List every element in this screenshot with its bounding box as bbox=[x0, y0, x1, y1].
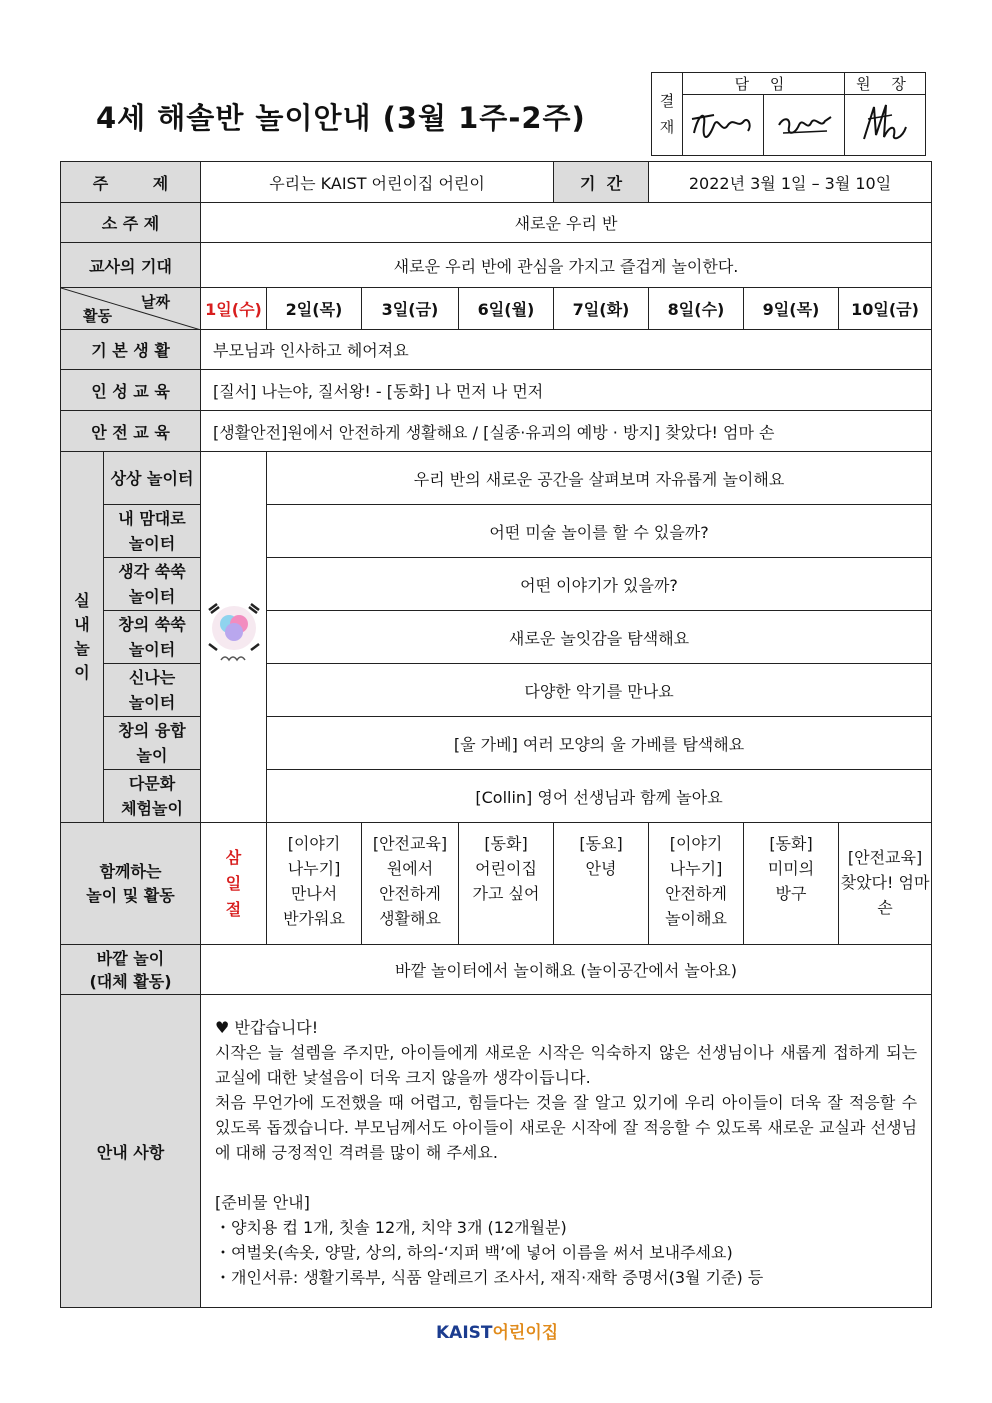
subtheme-value: 새로운 우리 반 bbox=[201, 203, 932, 243]
period-label: 기 간 bbox=[554, 162, 649, 203]
notice-greeting: ♥ 반갑습니다! bbox=[215, 1018, 319, 1037]
indoor-activity: 어떤 미술 놀이를 할 수 있을까? bbox=[267, 505, 932, 558]
indoor-area-label: 내 맘대로 놀이터 bbox=[104, 505, 201, 558]
indoor-area-label: 다문화 체험놀이 bbox=[104, 770, 201, 823]
day-header: 7일(화) bbox=[554, 288, 649, 330]
indoor-area-label: 창의 융합 놀이 bbox=[104, 717, 201, 770]
day-header: 10일(금) bbox=[839, 288, 932, 330]
plan-table bbox=[60, 161, 932, 1308]
kaist-daycare-logo bbox=[436, 1318, 558, 1343]
indoor-activity: 우리 반의 새로운 공간을 살펴보며 자유롭게 놀이해요 bbox=[267, 452, 932, 505]
day-header: 2일(목) bbox=[267, 288, 362, 330]
day-header: 9일(목) bbox=[744, 288, 839, 330]
logo-kaist: KAIST bbox=[436, 1323, 493, 1343]
day-header: 8일(수) bbox=[649, 288, 744, 330]
day-header: 6일(월) bbox=[459, 288, 554, 330]
indoor-area-label: 신나는 놀이터 bbox=[104, 664, 201, 717]
approval-label: 결 재 bbox=[652, 73, 683, 156]
notice-content bbox=[201, 995, 932, 1308]
period-value: 2022년 3월 1일 – 3월 10일 bbox=[649, 162, 932, 203]
subtheme-label: 소 주 제 bbox=[61, 203, 201, 243]
outdoor-value: 바깥 놀이터에서 놀이해요 (놀이공간에서 놀아요) bbox=[201, 945, 932, 995]
director-signature bbox=[845, 95, 926, 156]
homeroom-header: 담 임 bbox=[683, 73, 845, 95]
supplies-title: [준비물 안내] bbox=[215, 1193, 310, 1212]
character-label: 인 성 교 육 bbox=[61, 370, 201, 411]
notice-label: 안내 사항 bbox=[61, 995, 201, 1308]
date-label: 날짜 bbox=[141, 293, 171, 311]
indoor-play-label: 실 내 놀 이 bbox=[61, 452, 104, 823]
holiday-samiljeol: 삼 일 절 bbox=[201, 823, 267, 945]
basic-life-label: 기 본 생 활 bbox=[61, 330, 201, 370]
indoor-activity: 어떤 이야기가 있을까? bbox=[267, 558, 932, 611]
together-activity: [동화] 어린이집 가고 싶어 bbox=[459, 823, 554, 945]
basic-life-value: 부모님과 인사하고 헤어져요 bbox=[201, 330, 932, 370]
theme-label: 주 제 bbox=[61, 162, 201, 203]
notice-paragraph: 시작은 늘 설렘을 주지만, 아이들에게 새로운 시작은 익숙하지 않은 선생님이나 새롭게 접하게 되는 교실에 대한 낯설음이 더욱 크지 않을까 생각이듭니다. bbox=[215, 1043, 918, 1087]
supplies-item: ・개인서류: 생활기록부, 식품 알레르기 조사서, 재직·재학 증명서(3월 기준) 등 bbox=[215, 1268, 764, 1287]
together-activity: [이야기 나누기] 안전하게 놀이해요 bbox=[649, 823, 744, 945]
together-label: 함께하는 놀이 및 활동 bbox=[61, 823, 201, 945]
indoor-area-label: 상상 놀이터 bbox=[104, 452, 201, 505]
theme-value: 우리는 KAIST 어린이집 어린이 bbox=[201, 162, 554, 203]
date-activity-header bbox=[61, 288, 201, 330]
expectation-value: 새로운 우리 반에 관심을 가지고 즐겁게 놀이한다. bbox=[201, 243, 932, 288]
safety-value: [생활안전]원에서 안전하게 생활해요 / [실종·유괴의 예방 · 방지] 찾았다! 엄마 손 bbox=[201, 411, 932, 452]
holiday-flag-cell bbox=[201, 452, 267, 823]
character-value: [질서] 나는야, 질서왕! - [동화] 나 먼저 나 먼저 bbox=[201, 370, 932, 411]
homeroom-signature-1 bbox=[683, 95, 764, 156]
diagonal-line bbox=[61, 288, 201, 330]
together-activity: [동화] 미미의 방구 bbox=[744, 823, 839, 945]
notice-paragraph: 처음 무언가에 도전했을 때 어렵고, 힘들다는 것을 잘 알고 있기에 우리 아이들이 더욱 잘 적응할 수 있도록 돕겠습니다. 부모님께서도 아이들이 새로운 시작에 잘 적응할 수 있도록 새로운 교실과 선생님에 대해 긍정적인 격려를 많이 해 주세요. bbox=[215, 1093, 918, 1162]
activity-label: 활동 bbox=[83, 307, 112, 325]
supplies-item: ・양치용 컵 1개, 칫솔 12개, 치약 3개 (12개월분) bbox=[215, 1218, 567, 1237]
supplies-item: ・여벌옷(속옷, 양말, 상의, 하의-‘지퍼 백’에 넣어 이름을 써서 보내주세요) bbox=[215, 1243, 733, 1262]
indoor-activity: [울 가베] 여러 모양의 울 가베를 탐색해요 bbox=[267, 717, 932, 770]
page-title: 4세 해솔반 놀이안내 (3월 1주-2주) bbox=[96, 101, 586, 135]
day-header: 3일(금) bbox=[362, 288, 459, 330]
director-header: 원 장 bbox=[845, 73, 926, 95]
indoor-activity: 새로운 놀잇감을 탐색해요 bbox=[267, 611, 932, 664]
outdoor-label: 바깥 놀이 (대체 활동) bbox=[61, 945, 201, 995]
together-activity: [이야기 나누기] 만나서 반가워요 bbox=[267, 823, 362, 945]
indoor-activity: 다양한 악기를 만나요 bbox=[267, 664, 932, 717]
logo-daycare: 어린이집 bbox=[492, 1323, 559, 1343]
homeroom-signature-2 bbox=[764, 95, 845, 156]
together-activity: [안전교육] 원에서 안전하게 생활해요 bbox=[362, 823, 459, 945]
safety-label: 안 전 교 육 bbox=[61, 411, 201, 452]
expectation-label: 교사의 기대 bbox=[61, 243, 201, 288]
indoor-area-label: 창의 쑥쑥 놀이터 bbox=[104, 611, 201, 664]
together-activity: [동요] 안녕 bbox=[554, 823, 649, 945]
together-activity: [안전교육] 찾았다! 엄마 손 bbox=[839, 823, 932, 945]
indoor-activity: [Collin] 영어 선생님과 함께 놀아요 bbox=[267, 770, 932, 823]
indoor-area-label: 생각 쑥쑥 놀이터 bbox=[104, 558, 201, 611]
approval-box bbox=[651, 72, 926, 156]
day-header: 1일(수) bbox=[201, 288, 267, 330]
taegukgi-icon bbox=[203, 600, 265, 670]
